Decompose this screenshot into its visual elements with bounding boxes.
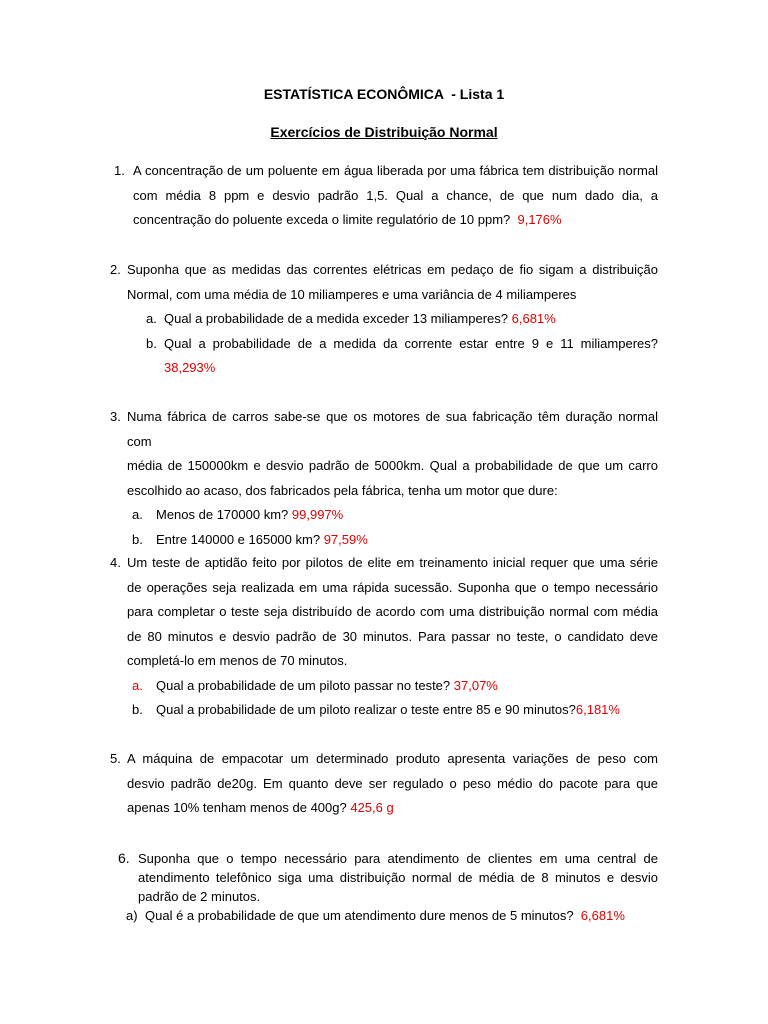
question-text-line: A concentração de um poluente em água liberada por uma fábrica tem distribuição normal: [133, 163, 658, 178]
question-text-line: completá-lo em menos de 70 minutos.: [127, 653, 348, 668]
question-text-line: para completar o teste seja distribuído de acordo com uma distribuição normal com média: [127, 604, 658, 619]
document-title: ESTATÍSTICA ECONÔMICA - Lista 1: [263, 86, 505, 102]
question-text-line: concentração do poluente exceda o limite regulatório de 10 ppm?: [133, 212, 511, 227]
question-6: [118, 849, 658, 925]
question-text-line: de operações seja realizada em uma rápida sucessão. Suponha que o tempo necessário: [127, 579, 658, 595]
question-text-line: Suponha que o tempo necessário para atendimento de clientes em uma central de: [138, 851, 658, 866]
sub-question-label: a.: [146, 311, 157, 326]
question-number: 4.: [110, 555, 121, 570]
question-4: [110, 551, 658, 723]
answer-text: 99,997%: [291, 507, 344, 522]
sub-question-label: b.: [146, 335, 157, 351]
answer-text: 37,07%: [453, 677, 498, 693]
answer-text: 6,181%: [575, 702, 620, 717]
sub-question-label: a): [126, 908, 138, 923]
question-number: 1.: [114, 163, 125, 178]
answer-text: 38,293%: [164, 360, 216, 375]
answer-text: 9,176%: [517, 212, 562, 227]
question-text-line: Um teste de aptidão feito por pilotos de elite em treinamento inicial requer que uma série: [127, 555, 658, 570]
sub-question-a: [126, 906, 658, 925]
sub-question-text: Qual a probabilidade de um piloto passar no teste?: [156, 677, 451, 693]
sub-question-label: a.: [132, 507, 143, 522]
answer-text: 6,681%: [511, 311, 556, 326]
question-text-line: padrão de 2 minutos.: [138, 889, 261, 904]
question-number: 5.: [110, 751, 121, 766]
sub-question-a: [132, 674, 658, 699]
question-number: 3.: [110, 409, 121, 424]
question-text-line: apenas 10% tenham menos de 400g?: [127, 800, 347, 815]
question-text-line: com média 8 ppm e desvio padrão 1,5. Qual a chance, de que num dado dia, a: [133, 187, 658, 203]
question-3: [110, 405, 658, 552]
question-text-line: de 80 minutos e desvio padrão de 30 minutos. Para passar no teste, o candidato deve: [127, 628, 658, 644]
sub-question-text: Qual a probabilidade de um piloto realizar o teste entre 85 e 90 minutos?: [156, 702, 576, 717]
question-2: [110, 258, 658, 381]
answer-text: 425,6 g: [350, 800, 394, 815]
sub-question-text: Qual a probabilidade de a medida exceder 13 miliamperes?: [164, 311, 508, 326]
sub-question-a: [146, 307, 658, 332]
question-text-line: escolhido ao acaso, dos fabricados pela fábrica, tenha um motor que dure:: [127, 482, 558, 498]
sub-question-text: Entre 140000 e 165000 km?: [156, 531, 321, 547]
question-text-line: atendimento telefônico siga uma distribuição normal de média de 8 minutos e desvio: [138, 870, 658, 885]
question-number: 2.: [110, 262, 121, 277]
sub-question-text: Qual é a probabilidade de que um atendimento dure menos de 5 minutos?: [145, 908, 574, 923]
question-5: [110, 747, 658, 821]
question-1: [114, 159, 658, 233]
sub-question-label: b.: [132, 702, 143, 717]
sub-question-label: b.: [132, 531, 143, 547]
question-text-line: Normal, com uma média de 10 miliamperes e uma variância de 4 miliamperes: [127, 286, 577, 302]
sub-question-b: [146, 332, 658, 381]
question-text-line: A máquina de empacotar um determinado produto apresenta variações de peso com: [127, 751, 658, 766]
question-number: 6.: [118, 850, 130, 866]
question-text-line: média de 150000km e desvio padrão de 5000km. Qual a probabilidade de que um carro: [127, 458, 658, 473]
answer-text: 97,59%: [323, 531, 368, 547]
sub-question-b: [132, 698, 658, 723]
sub-question-text: Qual a probabilidade de a medida da corrente estar entre 9 e 11 miliamperes?: [164, 335, 658, 351]
sub-question-text: Menos de 170000 km?: [156, 507, 289, 522]
sub-question-a: [132, 503, 658, 528]
document-subtitle: Exercícios de Distribuição Normal: [270, 124, 498, 140]
sub-question-b: [132, 528, 658, 553]
question-text-line: Suponha que as medidas das correntes elétricas em pedaço de fio sigam a distribuição: [127, 262, 658, 277]
answer-text: 6,681%: [580, 908, 625, 923]
question-text-line: Numa fábrica de carros sabe-se que os motores de sua fabricação têm duração normal com: [127, 409, 658, 449]
sub-question-label: a.: [132, 677, 143, 693]
question-text-line: desvio padrão de20g. Em quanto deve ser regulado o peso médio do pacote para que: [127, 775, 658, 791]
